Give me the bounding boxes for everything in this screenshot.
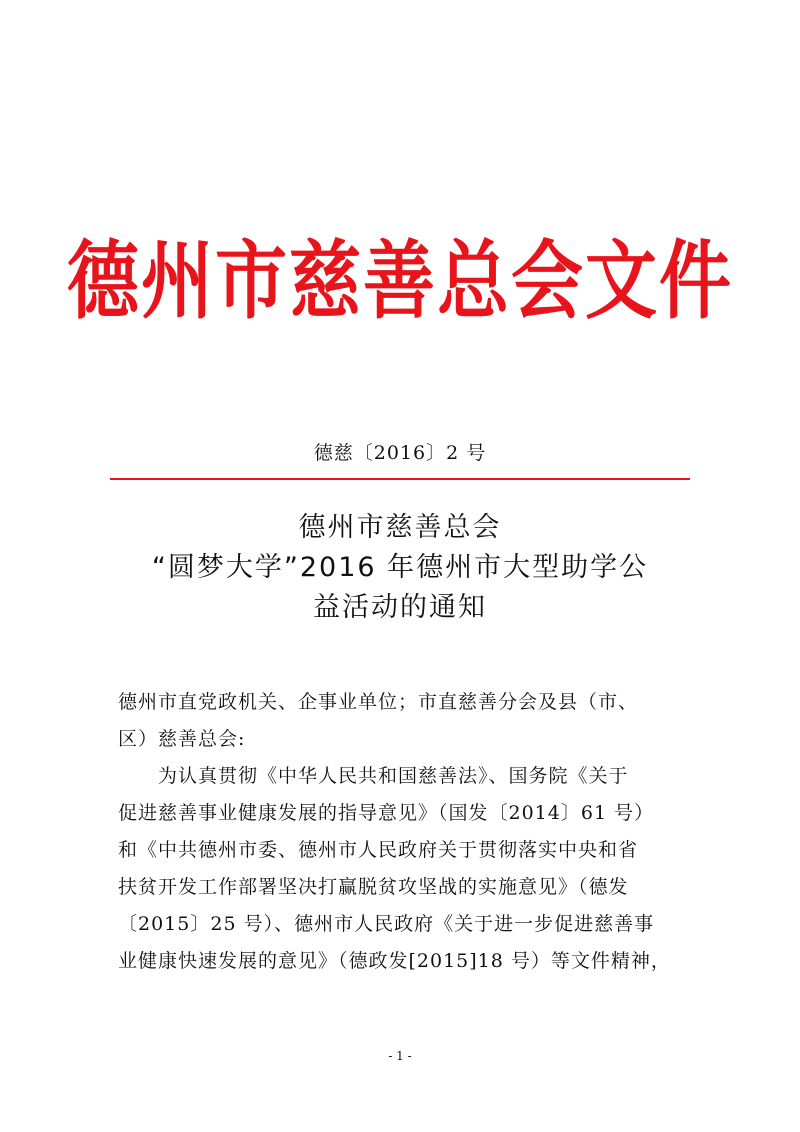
paragraph-line-2: 促进慈善事业健康发展的指导意见》（国发〔2014〕61 号） (118, 802, 655, 824)
notice-title (60, 508, 740, 628)
red-divider-rule (110, 478, 690, 480)
paragraph-line-1: 为认真贯彻《中华人民共和国慈善法》、国务院《关于 (158, 765, 629, 787)
paragraph-line-6: 业健康快速发展的意见》（德政发[2015]18 号）等文件精神， (118, 950, 671, 972)
paragraph-line-3: 和《中共德州市委、德州市人民政府关于贯彻落实中央和省 (118, 839, 639, 861)
notice-title-line-1: 德州市慈善总会 (298, 512, 502, 543)
notice-title-line-2: “圆梦大学”2016 年德州市大型助学公 (151, 552, 649, 583)
addressee-line-2: 区）慈善总会: (118, 728, 246, 750)
paragraph-line-5: 〔2015〕25 号）、德州市人民政府《关于进一步促进慈善事 (118, 913, 655, 935)
document-header-title: 德州市慈善总会文件 (66, 231, 733, 331)
notice-body (118, 684, 688, 980)
page-number: - 1 - (388, 1049, 412, 1063)
notice-title-line-3: 益活动的通知 (313, 592, 487, 623)
paragraph-line-4: 扶贫开发工作部署坚决打赢脱贫攻坚战的实施意见》（德发 (118, 876, 629, 898)
addressee-line-1: 德州市直党政机关、企事业单位；市直慈善分会及县（市、 (118, 691, 639, 713)
document-number: 德慈〔2016〕2 号 (313, 442, 487, 464)
